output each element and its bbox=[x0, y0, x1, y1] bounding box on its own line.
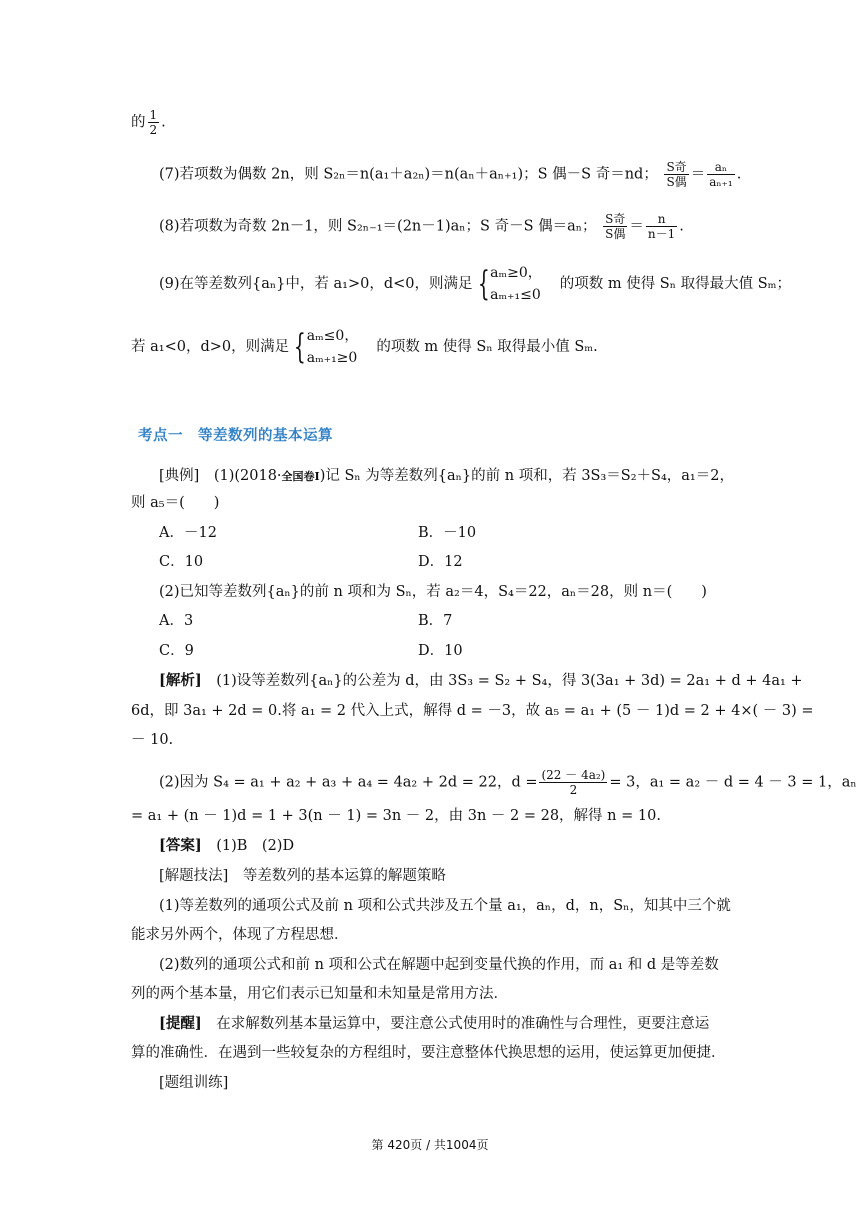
option-b: B．7 bbox=[418, 613, 453, 629]
analysis-line: － 10. bbox=[131, 732, 174, 748]
option-c: C．9 bbox=[159, 643, 194, 659]
property-item-9-continued bbox=[131, 325, 598, 369]
ratio-fraction-result bbox=[646, 212, 677, 241]
item-text: (7)若项数为偶数 2n，则 S₂ₙ＝n(a₁＋a₂ₙ)＝n(aₙ＋aₙ₊₁)；S 偶－S 奇＝nd； bbox=[159, 166, 658, 183]
option-d: D．10 bbox=[418, 643, 463, 659]
system-line: aₘ≤0， bbox=[306, 328, 359, 344]
ratio-fraction-result bbox=[707, 160, 735, 189]
inequality-system bbox=[307, 325, 359, 369]
inequality-system bbox=[490, 262, 542, 306]
text: (1)(2018· bbox=[213, 468, 282, 484]
drill-label: [题组训练] bbox=[159, 1075, 229, 1091]
ratio-fraction bbox=[603, 212, 627, 241]
denominator: n－1 bbox=[647, 227, 676, 241]
page-footer: 第 420页 / 共1004页 bbox=[371, 1138, 489, 1152]
analysis-line: 6d，即 3a₁ + 2d = 0.将 a₁ = 2 代入上式，解得 d = －3，故 a₅ = a₁ + (5 － 1)d = 2 + 4×( － 3) = bbox=[131, 703, 814, 719]
numerator: 1 bbox=[149, 108, 158, 122]
technique-paragraph: 能求另外两个，体现了方程思想． bbox=[131, 927, 349, 943]
numerator: S奇 bbox=[666, 160, 687, 174]
text-line-fragment bbox=[131, 108, 166, 137]
text: . bbox=[161, 114, 166, 131]
fraction-half bbox=[148, 108, 160, 137]
text: 在求解数列基本量运算中，要注意公式使用时的准确性与合理性，更要注意运 bbox=[216, 1016, 710, 1032]
numerator: n bbox=[646, 212, 677, 227]
denominator: aₙ₊₁ bbox=[709, 175, 733, 189]
example-question-1-cont bbox=[131, 493, 219, 513]
property-item-9 bbox=[159, 262, 791, 306]
tip-line: 算的准确性．在遇到一些较复杂的方程组时，要注意整体代换思想的运用，使运算更加便捷． bbox=[131, 1045, 726, 1061]
numerator: S奇 bbox=[605, 212, 626, 226]
denominator: 2 bbox=[149, 123, 158, 137]
item-text: 的项数 m 使得 Sₙ 取得最大值 Sₘ； bbox=[559, 276, 792, 292]
numerator: aₙ bbox=[707, 160, 735, 175]
brace-symbol: { bbox=[477, 264, 490, 304]
denominator: S偶 bbox=[666, 175, 687, 189]
text: = 3，a₁ = a₂ － d = 4 － 3 = 1，aₙ bbox=[609, 774, 857, 791]
item-text: 若 a₁<0，d>0，则满足 bbox=[131, 339, 290, 355]
system-line: aₘ≥0， bbox=[490, 265, 542, 281]
ratio-fraction bbox=[664, 160, 688, 189]
analysis-line: = a₁ + (n － 1)d = 1 + 3(n － 1) = 3n － 2，由 3n － 2 = 28，解得 n = 10. bbox=[131, 808, 661, 824]
example-question-2: (2)已知等差数列{aₙ}的前 n 项和为 Sₙ，若 a₂＝4，S₄＝22，aₙ＝28，则 n＝( ) bbox=[159, 584, 707, 600]
brace-symbol: { bbox=[293, 327, 306, 367]
analysis-label: [解析] bbox=[159, 672, 202, 689]
text: (1)设等差数列{aₙ}的公差为 d，由 3S₃ = S₂ + S₄，得 3(3a₁ + 3d) = 2a₁ + d + 4a₁ + bbox=[216, 673, 803, 689]
text: )记 Sₙ 为等差数列{aₙ}的前 n 项和，若 3S₃＝S₂＋S₄，a₁＝2， bbox=[319, 468, 734, 484]
option-a: A．－12 bbox=[159, 525, 217, 541]
text: 的 bbox=[131, 114, 146, 131]
tip-label: [提醒] bbox=[159, 1015, 202, 1032]
technique-label: [解题技法] bbox=[159, 868, 229, 884]
system-line: aₘ₊₁≤0 bbox=[490, 287, 541, 303]
answer-label: [答案] bbox=[159, 837, 202, 854]
technique-paragraph: 列的两个基本量，用它们表示已知量和未知量是常用方法． bbox=[131, 986, 508, 1002]
property-item-7: (7)若项数为偶数 2n，则 S₂ₙ＝n(a₁＋a₂ₙ)＝n(aₙ＋aₙ₊₁)；S 偶－S 奇＝nd； $\frac{\text{S奇}}{\text{S偶}}$ ＝ $\frac{\text{aₙ}}{\text{aₙ₊₁}}$ . bbox=[159, 160, 742, 189]
item-text: (8)若项数为奇数 2n－1，则 S₂ₙ₋₁＝(2n－1)aₙ；S 奇－S 偶＝aₙ； bbox=[159, 218, 597, 235]
option-d: D．12 bbox=[418, 554, 463, 570]
item-text: (9)在等差数列{aₙ}中，若 a₁>0，d<0，则满足 bbox=[159, 276, 473, 292]
system-line: aₘ₊₁≥0 bbox=[306, 350, 358, 366]
denominator: 2 bbox=[569, 783, 578, 797]
option-c: C．10 bbox=[159, 554, 204, 570]
text: 则 a₅＝( ) bbox=[131, 495, 220, 511]
text: (2)因为 S₄ = a₁ + a₂ + a₃ + a₄ = 4a₂ + 2d = 22，d = bbox=[159, 774, 538, 791]
example-question-1 bbox=[159, 466, 734, 487]
answer-line bbox=[159, 836, 294, 856]
option-b: B．－10 bbox=[418, 525, 477, 541]
section-heading: 考点一 等差数列的基本运算 bbox=[138, 428, 333, 444]
technique-title: 等差数列的基本运算的解题策略 bbox=[242, 868, 446, 884]
denominator: S偶 bbox=[605, 227, 626, 241]
item-text: 的项数 m 使得 Sₙ 取得最小值 Sₘ. bbox=[376, 339, 598, 355]
option-a: A．3 bbox=[159, 613, 194, 629]
technique-paragraph: (1)等差数列的通项公式及前 n 项和公式共涉及五个量 a₁，aₙ，d，n，Sₙ，知其中三个就 bbox=[159, 898, 731, 914]
equals-sign: ＝ bbox=[629, 218, 644, 235]
analysis-line bbox=[159, 768, 857, 797]
tip-line bbox=[159, 1014, 709, 1034]
analysis-line bbox=[159, 671, 803, 691]
technique-paragraph: (2)数列的通项公式和前 n 项和公式在解题中起到变量代换的作用，而 a₁ 和 d 是等差数 bbox=[159, 957, 719, 973]
fraction-d bbox=[539, 768, 607, 797]
source-label: 全国卷Ⅰ bbox=[281, 470, 320, 483]
example-label: [典例] bbox=[159, 468, 200, 484]
answer-text: (1)B (2)D bbox=[216, 838, 295, 854]
equals-sign: ＝ bbox=[690, 166, 706, 183]
property-item-8: (8)若项数为奇数 2n－1，则 S₂ₙ₋₁＝(2n－1)aₙ；S 奇－S 偶＝aₙ； $\frac{\text{S奇}}{\text{S偶}}$ ＝ $\frac{n}{n-1}$ . bbox=[159, 212, 684, 241]
numerator: (22 － 4a₂) bbox=[541, 768, 606, 782]
technique-heading bbox=[159, 866, 446, 886]
